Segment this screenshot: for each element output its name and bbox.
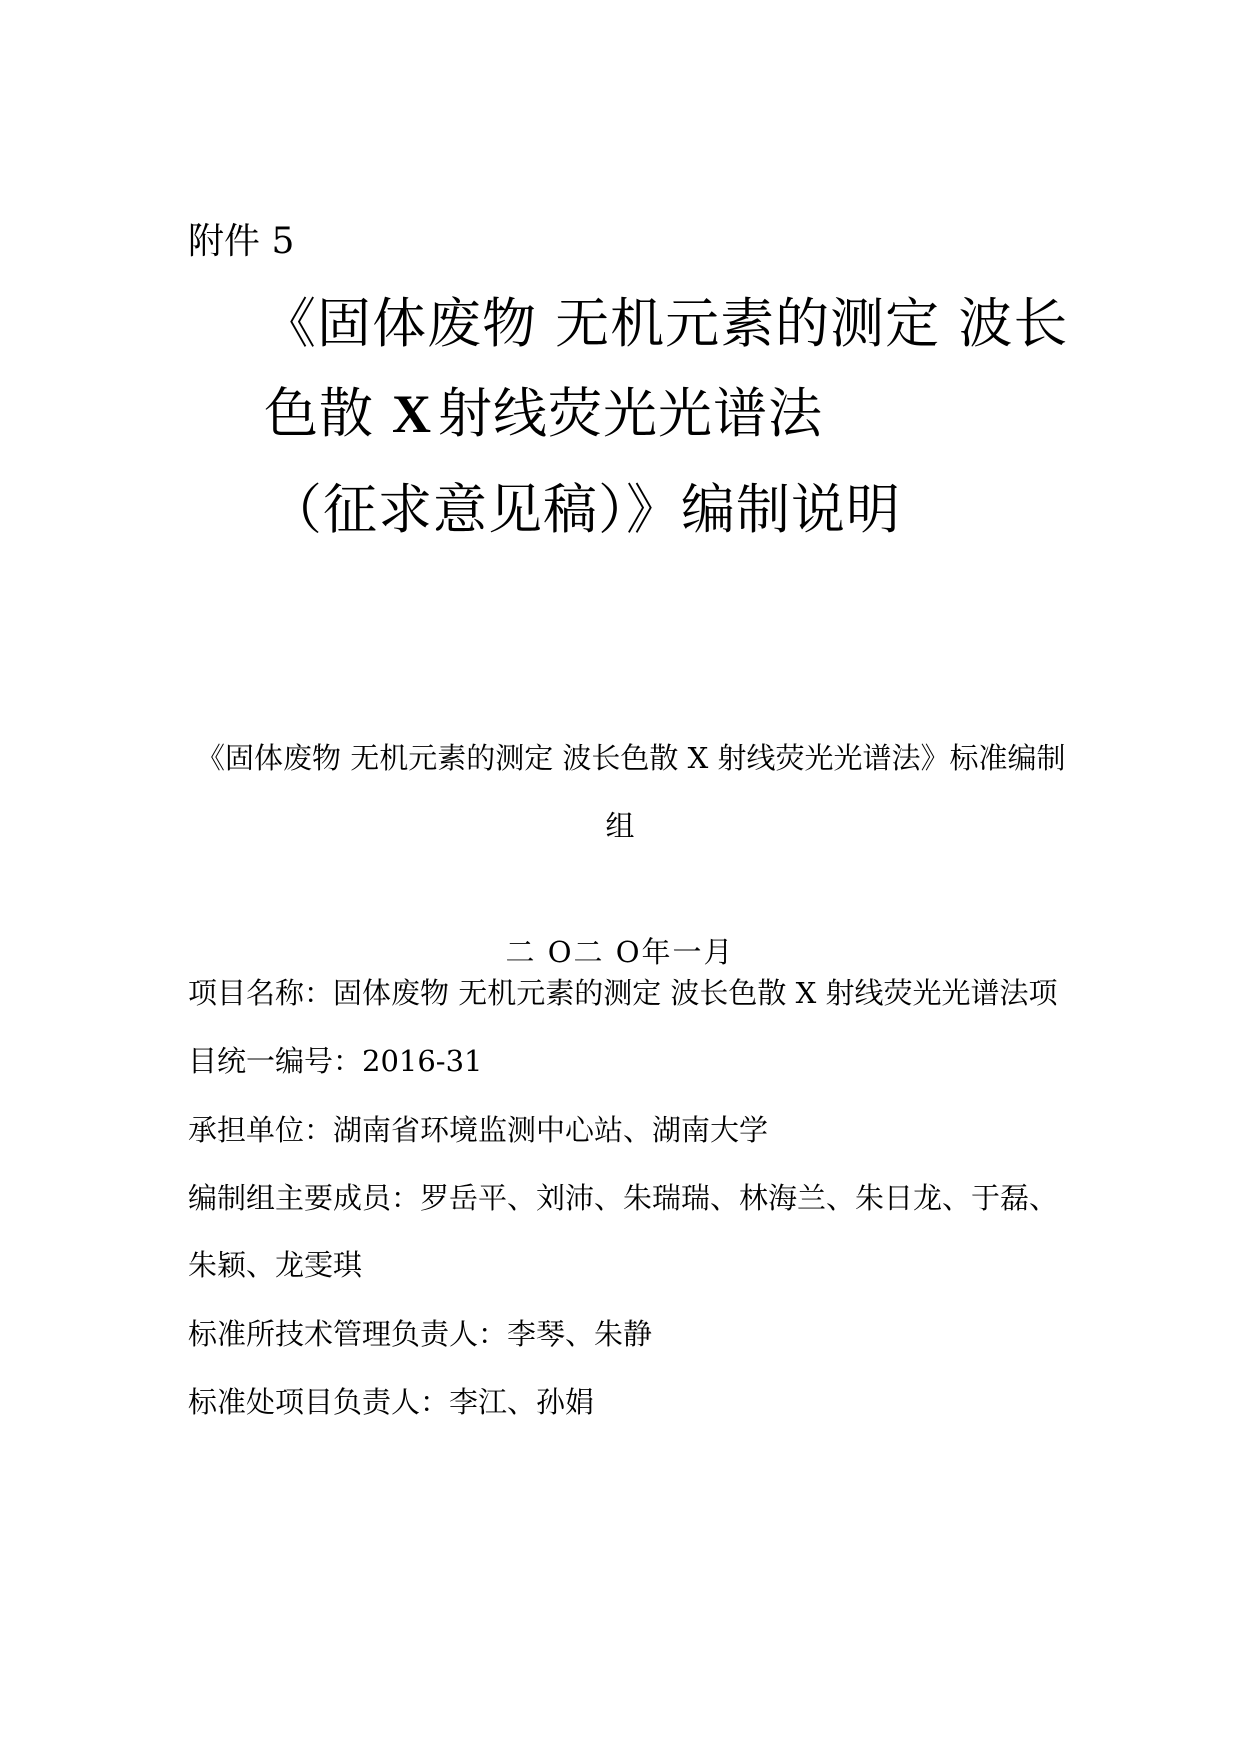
project-name-line-1: 项目名称：固体废物 无机元素的测定 波长色散 X 射线荧光光谱法项 bbox=[188, 976, 1058, 1010]
project-lead: 标准处项目负责人：李江、孙娟 bbox=[188, 1385, 595, 1419]
members-line-1: 编制组主要成员：罗岳平、刘沛、朱瑞瑞、林海兰、朱日龙、于磊、 bbox=[188, 1181, 1059, 1215]
tech-manager: 标准所技术管理负责人：李琴、朱静 bbox=[188, 1317, 653, 1351]
doc-title-line-2-prefix: 色散 bbox=[264, 382, 374, 445]
compiling-group-line-2: 组 bbox=[605, 809, 635, 843]
doc-title-line-3: （征求意见稿）》编制说明 bbox=[268, 478, 901, 541]
doc-title-line-2-suffix: 射线荧光光谱法 bbox=[438, 382, 823, 445]
doc-title-x-ray-letter: X bbox=[392, 384, 432, 444]
publication-date: 二 O二 O年一月 bbox=[505, 935, 735, 969]
doc-title-line-2 bbox=[264, 382, 823, 446]
attachment-label: 附件 5 bbox=[188, 221, 295, 262]
compiling-group-line-1: 《固体废物 无机元素的测定 波长色散 X 射线荧光光谱法》标准编制 bbox=[196, 741, 1066, 775]
project-name-line-2: 目统一编号：2016-31 bbox=[188, 1044, 483, 1078]
undertaking-units: 承担单位：湖南省环境监测中心站、湖南大学 bbox=[188, 1113, 769, 1147]
members-line-2: 朱颖、龙雯琪 bbox=[188, 1248, 363, 1282]
doc-title-line-1: 《固体废物 无机元素的测定 波长 bbox=[262, 292, 1069, 355]
